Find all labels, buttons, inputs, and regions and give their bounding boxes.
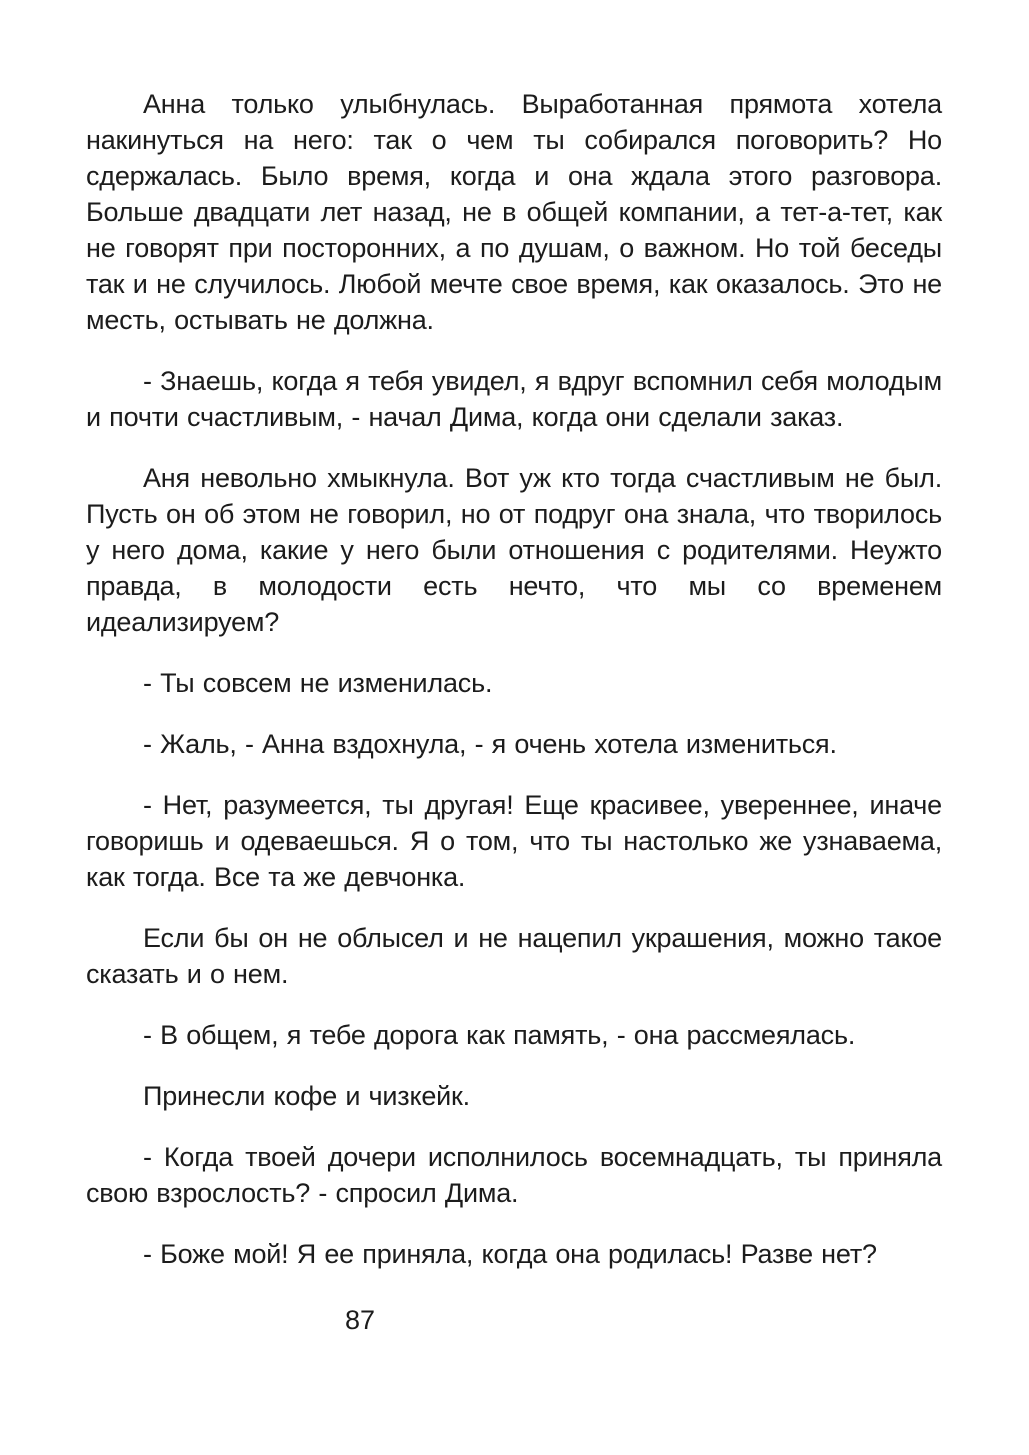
paragraph: Если бы он не облысел и не нацепил украшения, можно такое сказать и о нем. bbox=[86, 923, 942, 989]
page-number: 87 bbox=[344, 1305, 376, 1335]
paragraph: - Жаль, - Анна вздохнула, - я очень хотела измениться. bbox=[143, 729, 837, 759]
paragraph: - В общем, я тебе дорога как память, - она рассмеялась. bbox=[143, 1020, 856, 1050]
paragraph: - Нет, разумеется, ты другая! Еще красивее, увереннее, иначе говоришь и одеваешься. Я о том, что ты настолько же узнаваема, как тогда. Все та же девчонка. bbox=[86, 790, 942, 892]
paragraph: - Боже мой! Я ее приняла, когда она родилась! Разве нет? bbox=[143, 1239, 877, 1269]
paragraph: Анна только улыбнулась. Выработанная прямота хотела накинуться на него: так о чем ты собирался поговорить? Но сдержалась. Было время, когда и она ждала этого разговора. Больше двадцати лет назад, не в общей компании, а тет-а-тет, как не говорят при посторонних, а по душам, о важном. Но той беседы так и не случилось. Любой мечте свое время, как оказалось. Это не месть, остывать не должна. bbox=[86, 89, 942, 335]
paragraph: Принесли кофе и чизкейк. bbox=[143, 1081, 470, 1111]
paragraph: - Когда твоей дочери исполнилось восемнадцать, ты приняла свою взрослость? - спросил Дима. bbox=[86, 1142, 942, 1208]
paragraph: Аня невольно хмыкнула. Вот уж кто тогда счастливым не был. Пусть он об этом не говорил, но от подруг она знала, что творилось у него дома, какие у него были отношения с родителями. Неужто правда, в молодости есть нечто, что мы со временем идеализируем? bbox=[86, 463, 942, 637]
page-text-block bbox=[86, 86, 942, 1297]
paragraph: - Знаешь, когда я тебя увидел, я вдруг вспомнил себя молодым и почти счастливым, - начал Дима, когда они сделали заказ. bbox=[86, 366, 942, 432]
paragraph: - Ты совсем не изменилась. bbox=[143, 668, 493, 698]
